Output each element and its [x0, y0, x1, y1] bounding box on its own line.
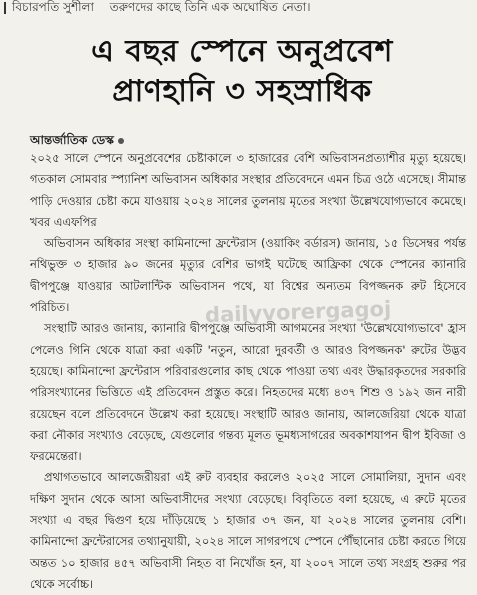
- paragraph-1: ২০২৫ সালে স্পেনে অনুপ্রবেশের চেষ্টাকালে ৩ হাজারের বেশি অভিবাসনপ্রত্যাশীর মৃত্যু হয়েছে। গতকাল সোমবার স্প্যানিশ অভিবাসন অধিকার সংস্থার প্রতিবেদনে এমন চিত্র ওঠে এসেছে। সীমান্ত পাড়ি দেওয়ার চেষ্টা কমে যাওয়ায় ২০২৪ সালের তুলনায় মৃতের সংখ্যা উল্লেখযোগ্যভাবে কমেছে। খবর এএফপির: [30, 151, 466, 229]
- bottom-edge: [0, 566, 477, 577]
- byline-desk: আন্তর্জাতিক ডেস্ক: [30, 133, 114, 147]
- headline-line-1: এ বছর স্পেনে অনুপ্রবেশ: [91, 34, 393, 69]
- previous-article-strip: [0, 0, 477, 18]
- headline: [22, 32, 462, 112]
- strip-right-text: তরুণদের কাছে তিনি এক অঘোষিত নেতা।: [109, 0, 311, 14]
- headline-line-2: প্রাণহানি ৩ সহস্রাধিক: [112, 74, 372, 109]
- bullet-icon: [118, 138, 124, 144]
- article-body: [30, 148, 466, 595]
- paragraph-3: সংস্থাটি আরও জানায়, ক্যানারি দ্বীপপুঞ্জে অভিবাসী আগমনের সংখ্যা 'উল্লেখযোগ্যভাবে' হ্রাস পেলেও গিনি থেকে যাত্রা করা একটি 'নতুন, আরো দুরবর্তী ও আরও বিপজ্জনক' রুটের উদ্ভব হয়েছে। কামিনান্দো ফ্রন্টেরাস পরিবারগুলোর কাছ থেকে পাওয়া তথ্য এবং উদ্ধারকৃতদের সরকারি পরিসংখ্যানের ভিত্তিতে এই প্রতিবেদন প্রস্তুত করে। নিহতদের মধ্যে ৪৩৭ শিশু ও ১৯২ জন নারী রয়েছেন বলে প্রতিবেদনে উল্লেখ করা হয়েছে। সংস্থাটি আরও জানায়, আলজেরিয়া থেকে যাত্রা করা নৌকার সংখ্যাও বেড়েছে, যেগুলোর গন্তব্য মূলত ভূমধ্যসাগরের অবকাশযাপন দ্বীপ ইবিজা ও ফরমেন্তেরা।: [30, 321, 466, 464]
- adjacent-column-edge: [0, 140, 10, 560]
- paragraph-2: অভিবাসন অধিকার সংস্থা কামিনান্দো ফ্রন্টেরাস (ওয়াকিং বর্ডারস) জানায়, ১৫ ডিসেম্বর পর্যন্ত নথিভুক্ত ৩ হাজার ৯০ জনের মৃত্যুর বেশির ভাগই ঘটেছে আফ্রিকা থেকে স্পেনের ক্যানারি দ্বীপপুঞ্জে যাওয়ার আটলান্টিক অভিবাসন পথে, যা বিশ্বের অন্যতম বিপজ্জনক রুট হিসেবে পরিচিত।: [30, 236, 466, 315]
- strip-left-text: বিচারপতি সুশীলা: [12, 0, 94, 14]
- watermark: dailyvorergagoj: [204, 296, 392, 328]
- column-rule: [4, 2, 6, 14]
- paragraph-4: প্রথাগতভাবে আলজেরীয়রা এই রুট ব্যবহার করলেও ২০২৫ সালে সোমালিয়া, সুদান এবং দক্ষিণ সুদান থেকে আসা অভিবাসীদের সংখ্যা বেড়েছে। বিবৃতিতে বলা হয়েছে, এ রুটে মৃতের সংখ্যা এ বছর দ্বিগুণ হয়ে দাঁড়িয়েছে ১ হাজার ৩৭ জন, যা ২০২৪ সালের তুলনায় বেশি। কামিনান্দো ফ্রন্টেরাসের তথ্যানুযায়ী, ২০২৪ সালে সাগরপথে স্পেনে পৌঁছানোর চেষ্টা করতে গিয়ে অন্তত ১০ হাজার ৪৫৭ অভিবাসী নিহত বা নিখোঁজ হন, যা ২০০৭ সালে তথ্য সংগ্রহ শুরুর পর থেকে সর্বোচ্চ।: [30, 470, 466, 591]
